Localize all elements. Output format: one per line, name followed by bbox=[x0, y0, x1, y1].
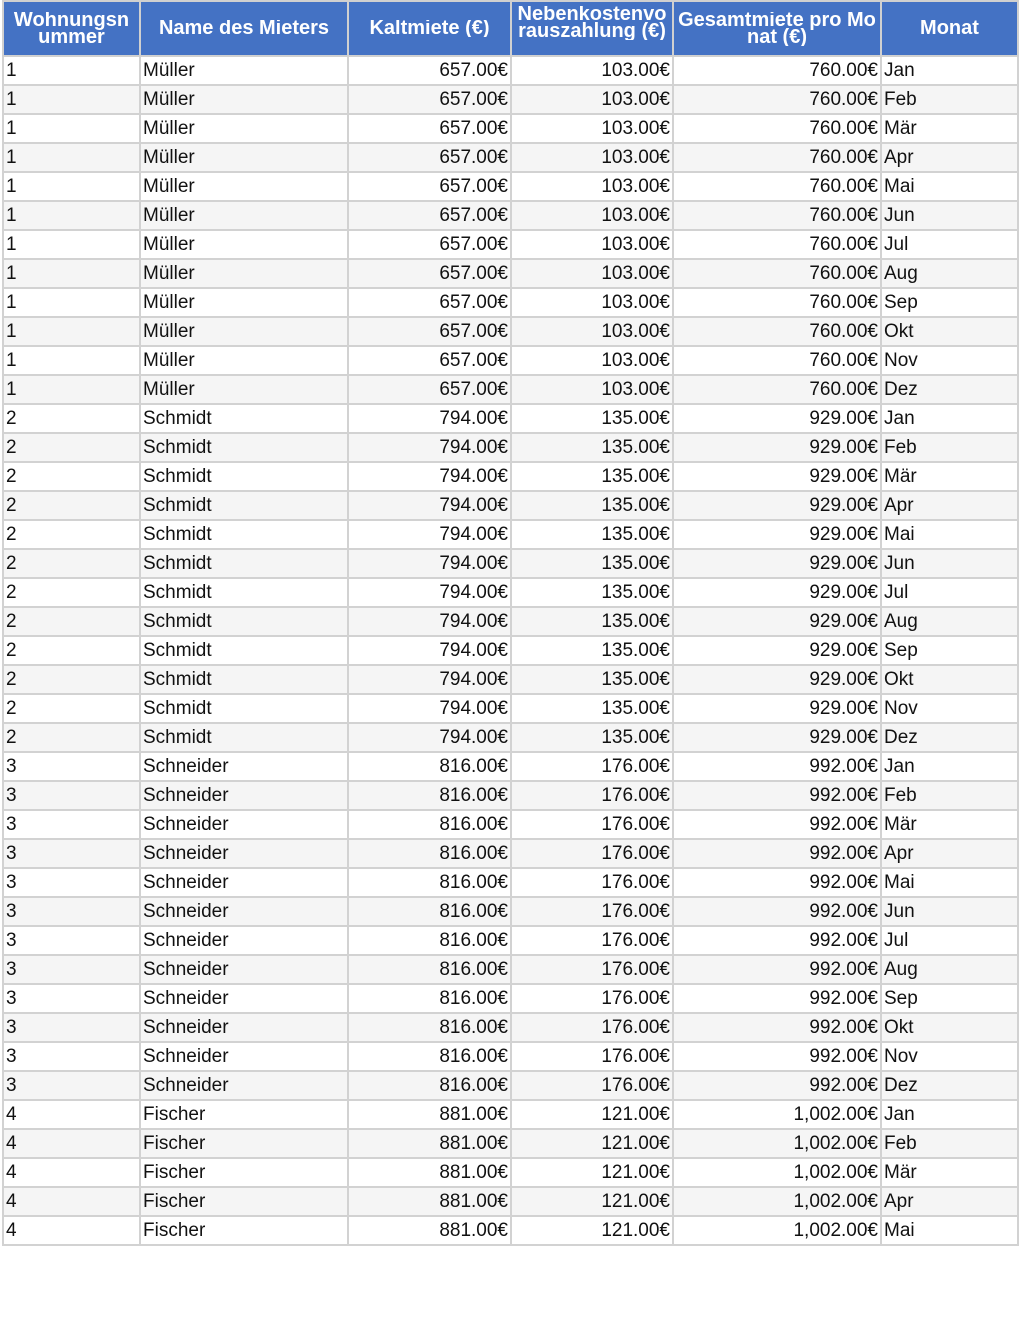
table-row bbox=[3, 1042, 1018, 1071]
cell-nebenkosten[interactable]: 176.00€ bbox=[511, 955, 673, 984]
cell-gesamtmiete[interactable]: 929.00€ bbox=[673, 462, 881, 491]
cell-gesamtmiete[interactable]: 760.00€ bbox=[673, 346, 881, 375]
cell-kaltmiete[interactable]: 794.00€ bbox=[348, 491, 511, 520]
cell-name[interactable]: Müller bbox=[140, 172, 348, 201]
cell-name[interactable]: Müller bbox=[140, 288, 348, 317]
cell-name[interactable]: Schmidt bbox=[140, 462, 348, 491]
cell-nebenkosten[interactable]: 135.00€ bbox=[511, 636, 673, 665]
cell-kaltmiete[interactable]: 794.00€ bbox=[348, 694, 511, 723]
cell-monat[interactable]: Apr bbox=[881, 1187, 1018, 1216]
cell-wohnungsnummer[interactable]: 3 bbox=[3, 926, 140, 955]
cell-monat[interactable]: Okt bbox=[881, 665, 1018, 694]
table-row bbox=[3, 781, 1018, 810]
cell-name[interactable]: Müller bbox=[140, 85, 348, 114]
cell-nebenkosten[interactable]: 176.00€ bbox=[511, 1042, 673, 1071]
cell-name[interactable]: Schneider bbox=[140, 926, 348, 955]
cell-nebenkosten[interactable]: 121.00€ bbox=[511, 1100, 673, 1129]
cell-gesamtmiete[interactable]: 929.00€ bbox=[673, 520, 881, 549]
cell-gesamtmiete[interactable]: 992.00€ bbox=[673, 781, 881, 810]
table-row bbox=[3, 665, 1018, 694]
cell-name[interactable]: Müller bbox=[140, 143, 348, 172]
cell-monat[interactable]: Aug bbox=[881, 955, 1018, 984]
table-row bbox=[3, 1216, 1018, 1245]
cell-gesamtmiete[interactable]: 992.00€ bbox=[673, 810, 881, 839]
cell-wohnungsnummer[interactable]: 2 bbox=[3, 636, 140, 665]
cell-nebenkosten[interactable]: 176.00€ bbox=[511, 926, 673, 955]
cell-kaltmiete[interactable]: 657.00€ bbox=[348, 56, 511, 85]
rent-table bbox=[2, 0, 1019, 1246]
cell-kaltmiete[interactable]: 657.00€ bbox=[348, 288, 511, 317]
table-row bbox=[3, 172, 1018, 201]
cell-monat[interactable]: Jul bbox=[881, 230, 1018, 259]
cell-wohnungsnummer[interactable]: 2 bbox=[3, 462, 140, 491]
cell-wohnungsnummer[interactable]: 1 bbox=[3, 317, 140, 346]
cell-kaltmiete[interactable]: 657.00€ bbox=[348, 143, 511, 172]
cell-nebenkosten[interactable]: 103.00€ bbox=[511, 85, 673, 114]
cell-wohnungsnummer[interactable]: 2 bbox=[3, 665, 140, 694]
cell-nebenkosten[interactable]: 135.00€ bbox=[511, 462, 673, 491]
cell-gesamtmiete[interactable]: 992.00€ bbox=[673, 955, 881, 984]
cell-nebenkosten[interactable]: 176.00€ bbox=[511, 839, 673, 868]
cell-monat[interactable]: Apr bbox=[881, 491, 1018, 520]
cell-nebenkosten[interactable]: 121.00€ bbox=[511, 1158, 673, 1187]
cell-nebenkosten[interactable]: 176.00€ bbox=[511, 1071, 673, 1100]
cell-gesamtmiete[interactable]: 929.00€ bbox=[673, 636, 881, 665]
cell-nebenkosten[interactable]: 135.00€ bbox=[511, 520, 673, 549]
cell-gesamtmiete[interactable]: 992.00€ bbox=[673, 1042, 881, 1071]
cell-wohnungsnummer[interactable]: 2 bbox=[3, 723, 140, 752]
cell-nebenkosten[interactable]: 103.00€ bbox=[511, 201, 673, 230]
cell-wohnungsnummer[interactable]: 2 bbox=[3, 491, 140, 520]
cell-name[interactable]: Schmidt bbox=[140, 520, 348, 549]
cell-gesamtmiete[interactable]: 760.00€ bbox=[673, 230, 881, 259]
cell-wohnungsnummer[interactable]: 3 bbox=[3, 897, 140, 926]
cell-gesamtmiete[interactable]: 929.00€ bbox=[673, 694, 881, 723]
table-row bbox=[3, 868, 1018, 897]
cell-monat[interactable]: Apr bbox=[881, 143, 1018, 172]
table-row bbox=[3, 85, 1018, 114]
cell-wohnungsnummer[interactable]: 3 bbox=[3, 752, 140, 781]
cell-kaltmiete[interactable]: 794.00€ bbox=[348, 520, 511, 549]
cell-name[interactable]: Schneider bbox=[140, 897, 348, 926]
cell-monat[interactable]: Nov bbox=[881, 1042, 1018, 1071]
cell-wohnungsnummer[interactable]: 1 bbox=[3, 114, 140, 143]
table-row bbox=[3, 810, 1018, 839]
cell-gesamtmiete[interactable]: 929.00€ bbox=[673, 723, 881, 752]
cell-monat[interactable]: Aug bbox=[881, 259, 1018, 288]
table-row bbox=[3, 288, 1018, 317]
table-row bbox=[3, 462, 1018, 491]
cell-name[interactable]: Müller bbox=[140, 317, 348, 346]
cell-monat[interactable]: Aug bbox=[881, 607, 1018, 636]
cell-monat[interactable]: Jan bbox=[881, 1100, 1018, 1129]
cell-name[interactable]: Müller bbox=[140, 259, 348, 288]
cell-name[interactable]: Schmidt bbox=[140, 549, 348, 578]
cell-wohnungsnummer[interactable]: 2 bbox=[3, 578, 140, 607]
cell-monat[interactable]: Jul bbox=[881, 926, 1018, 955]
cell-wohnungsnummer[interactable]: 2 bbox=[3, 549, 140, 578]
cell-nebenkosten[interactable]: 103.00€ bbox=[511, 375, 673, 404]
cell-wohnungsnummer[interactable]: 1 bbox=[3, 375, 140, 404]
table-row bbox=[3, 897, 1018, 926]
table-row bbox=[3, 56, 1018, 85]
cell-wohnungsnummer[interactable]: 2 bbox=[3, 694, 140, 723]
table-row bbox=[3, 955, 1018, 984]
cell-gesamtmiete[interactable]: 760.00€ bbox=[673, 375, 881, 404]
cell-monat[interactable]: Jun bbox=[881, 201, 1018, 230]
cell-wohnungsnummer[interactable]: 2 bbox=[3, 520, 140, 549]
header-monat[interactable]: Monat bbox=[881, 1, 1018, 56]
cell-gesamtmiete[interactable]: 992.00€ bbox=[673, 839, 881, 868]
cell-nebenkosten[interactable]: 176.00€ bbox=[511, 984, 673, 1013]
cell-wohnungsnummer[interactable]: 1 bbox=[3, 56, 140, 85]
table-row bbox=[3, 1129, 1018, 1158]
cell-nebenkosten[interactable]: 135.00€ bbox=[511, 694, 673, 723]
cell-kaltmiete[interactable]: 657.00€ bbox=[348, 346, 511, 375]
cell-wohnungsnummer[interactable]: 3 bbox=[3, 781, 140, 810]
cell-monat[interactable]: Sep bbox=[881, 288, 1018, 317]
cell-name[interactable]: Schmidt bbox=[140, 491, 348, 520]
cell-name[interactable]: Müller bbox=[140, 375, 348, 404]
cell-name[interactable]: Fischer bbox=[140, 1216, 348, 1245]
cell-monat[interactable]: Dez bbox=[881, 1071, 1018, 1100]
cell-gesamtmiete[interactable]: 992.00€ bbox=[673, 868, 881, 897]
table-row bbox=[3, 201, 1018, 230]
cell-name[interactable]: Müller bbox=[140, 201, 348, 230]
cell-name[interactable]: Schneider bbox=[140, 868, 348, 897]
cell-gesamtmiete[interactable]: 992.00€ bbox=[673, 1013, 881, 1042]
cell-gesamtmiete[interactable]: 929.00€ bbox=[673, 665, 881, 694]
cell-nebenkosten[interactable]: 176.00€ bbox=[511, 1013, 673, 1042]
cell-monat[interactable]: Apr bbox=[881, 839, 1018, 868]
table-row bbox=[3, 317, 1018, 346]
header-nebenkosten[interactable]: Nebenkostenvorauszahlung (€) bbox=[511, 1, 673, 56]
cell-monat[interactable]: Mai bbox=[881, 1216, 1018, 1245]
cell-wohnungsnummer[interactable]: 3 bbox=[3, 1071, 140, 1100]
cell-monat[interactable]: Jun bbox=[881, 549, 1018, 578]
cell-monat[interactable]: Okt bbox=[881, 1013, 1018, 1042]
cell-nebenkosten[interactable]: 121.00€ bbox=[511, 1187, 673, 1216]
cell-kaltmiete[interactable]: 794.00€ bbox=[348, 607, 511, 636]
cell-name[interactable]: Schmidt bbox=[140, 578, 348, 607]
cell-kaltmiete[interactable]: 881.00€ bbox=[348, 1216, 511, 1245]
cell-name[interactable]: Schneider bbox=[140, 955, 348, 984]
table-row bbox=[3, 607, 1018, 636]
cell-wohnungsnummer[interactable]: 3 bbox=[3, 1013, 140, 1042]
cell-wohnungsnummer[interactable]: 4 bbox=[3, 1216, 140, 1245]
cell-kaltmiete[interactable]: 816.00€ bbox=[348, 955, 511, 984]
cell-name[interactable]: Schmidt bbox=[140, 694, 348, 723]
cell-monat[interactable]: Feb bbox=[881, 85, 1018, 114]
cell-kaltmiete[interactable]: 816.00€ bbox=[348, 839, 511, 868]
cell-name[interactable]: Schneider bbox=[140, 1042, 348, 1071]
cell-nebenkosten[interactable]: 135.00€ bbox=[511, 665, 673, 694]
cell-gesamtmiete[interactable]: 1,002.00€ bbox=[673, 1129, 881, 1158]
cell-wohnungsnummer[interactable]: 3 bbox=[3, 1042, 140, 1071]
cell-wohnungsnummer[interactable]: 4 bbox=[3, 1100, 140, 1129]
cell-name[interactable]: Müller bbox=[140, 230, 348, 259]
cell-monat[interactable]: Jan bbox=[881, 56, 1018, 85]
cell-kaltmiete[interactable]: 816.00€ bbox=[348, 781, 511, 810]
cell-wohnungsnummer[interactable]: 3 bbox=[3, 868, 140, 897]
table-row bbox=[3, 926, 1018, 955]
cell-name[interactable]: Schmidt bbox=[140, 723, 348, 752]
cell-gesamtmiete[interactable]: 760.00€ bbox=[673, 288, 881, 317]
cell-nebenkosten[interactable]: 176.00€ bbox=[511, 868, 673, 897]
cell-nebenkosten[interactable]: 176.00€ bbox=[511, 781, 673, 810]
cell-wohnungsnummer[interactable]: 4 bbox=[3, 1187, 140, 1216]
table-row bbox=[3, 143, 1018, 172]
cell-gesamtmiete[interactable]: 992.00€ bbox=[673, 984, 881, 1013]
cell-gesamtmiete[interactable]: 760.00€ bbox=[673, 143, 881, 172]
table-row bbox=[3, 520, 1018, 549]
cell-name[interactable]: Fischer bbox=[140, 1100, 348, 1129]
cell-kaltmiete[interactable]: 816.00€ bbox=[348, 897, 511, 926]
cell-nebenkosten[interactable]: 135.00€ bbox=[511, 433, 673, 462]
cell-kaltmiete[interactable]: 816.00€ bbox=[348, 752, 511, 781]
cell-name[interactable]: Schneider bbox=[140, 984, 348, 1013]
cell-nebenkosten[interactable]: 103.00€ bbox=[511, 56, 673, 85]
cell-name[interactable]: Müller bbox=[140, 56, 348, 85]
cell-wohnungsnummer[interactable]: 1 bbox=[3, 288, 140, 317]
cell-gesamtmiete[interactable]: 760.00€ bbox=[673, 259, 881, 288]
table-row bbox=[3, 723, 1018, 752]
cell-name[interactable]: Müller bbox=[140, 114, 348, 143]
cell-wohnungsnummer[interactable]: 2 bbox=[3, 433, 140, 462]
header-gesamtmiete[interactable]: Gesamtmiete pro Monat (€) bbox=[673, 1, 881, 56]
cell-nebenkosten[interactable]: 121.00€ bbox=[511, 1216, 673, 1245]
cell-monat[interactable]: Sep bbox=[881, 984, 1018, 1013]
cell-nebenkosten[interactable]: 135.00€ bbox=[511, 578, 673, 607]
cell-gesamtmiete[interactable]: 1,002.00€ bbox=[673, 1100, 881, 1129]
cell-name[interactable]: Schneider bbox=[140, 781, 348, 810]
cell-kaltmiete[interactable]: 657.00€ bbox=[348, 317, 511, 346]
cell-gesamtmiete[interactable]: 992.00€ bbox=[673, 897, 881, 926]
table-row bbox=[3, 752, 1018, 781]
cell-nebenkosten[interactable]: 103.00€ bbox=[511, 346, 673, 375]
table-row bbox=[3, 375, 1018, 404]
cell-wohnungsnummer[interactable]: 1 bbox=[3, 346, 140, 375]
cell-monat[interactable]: Okt bbox=[881, 317, 1018, 346]
table-row bbox=[3, 259, 1018, 288]
cell-wohnungsnummer[interactable]: 3 bbox=[3, 955, 140, 984]
cell-kaltmiete[interactable]: 794.00€ bbox=[348, 549, 511, 578]
cell-name[interactable]: Schmidt bbox=[140, 433, 348, 462]
cell-monat[interactable]: Mär bbox=[881, 462, 1018, 491]
cell-kaltmiete[interactable]: 657.00€ bbox=[348, 230, 511, 259]
cell-name[interactable]: Schmidt bbox=[140, 636, 348, 665]
cell-kaltmiete[interactable]: 794.00€ bbox=[348, 404, 511, 433]
cell-name[interactable]: Schmidt bbox=[140, 665, 348, 694]
cell-kaltmiete[interactable]: 794.00€ bbox=[348, 462, 511, 491]
cell-kaltmiete[interactable]: 881.00€ bbox=[348, 1129, 511, 1158]
cell-gesamtmiete[interactable]: 760.00€ bbox=[673, 172, 881, 201]
table-row bbox=[3, 984, 1018, 1013]
cell-monat[interactable]: Mai bbox=[881, 868, 1018, 897]
cell-monat[interactable]: Jan bbox=[881, 404, 1018, 433]
cell-monat[interactable]: Nov bbox=[881, 694, 1018, 723]
cell-kaltmiete[interactable]: 794.00€ bbox=[348, 433, 511, 462]
cell-wohnungsnummer[interactable]: 1 bbox=[3, 85, 140, 114]
table-row bbox=[3, 549, 1018, 578]
header-wohnungsnummer[interactable]: Wohnungsnummer bbox=[3, 1, 140, 56]
cell-nebenkosten[interactable]: 135.00€ bbox=[511, 404, 673, 433]
cell-kaltmiete[interactable]: 657.00€ bbox=[348, 259, 511, 288]
cell-wohnungsnummer[interactable]: 1 bbox=[3, 230, 140, 259]
cell-kaltmiete[interactable]: 816.00€ bbox=[348, 984, 511, 1013]
cell-name[interactable]: Fischer bbox=[140, 1187, 348, 1216]
cell-name[interactable]: Schneider bbox=[140, 1013, 348, 1042]
cell-name[interactable]: Schneider bbox=[140, 810, 348, 839]
cell-monat[interactable]: Sep bbox=[881, 636, 1018, 665]
table-row bbox=[3, 694, 1018, 723]
cell-monat[interactable]: Feb bbox=[881, 1129, 1018, 1158]
cell-monat[interactable]: Mär bbox=[881, 114, 1018, 143]
cell-monat[interactable]: Nov bbox=[881, 346, 1018, 375]
cell-nebenkosten[interactable]: 176.00€ bbox=[511, 810, 673, 839]
table-row bbox=[3, 578, 1018, 607]
cell-wohnungsnummer[interactable]: 1 bbox=[3, 143, 140, 172]
cell-gesamtmiete[interactable]: 992.00€ bbox=[673, 1071, 881, 1100]
header-row bbox=[3, 1, 1018, 56]
cell-kaltmiete[interactable]: 794.00€ bbox=[348, 665, 511, 694]
cell-name[interactable]: Schneider bbox=[140, 1071, 348, 1100]
table-row bbox=[3, 346, 1018, 375]
cell-wohnungsnummer[interactable]: 4 bbox=[3, 1158, 140, 1187]
cell-name[interactable]: Müller bbox=[140, 346, 348, 375]
cell-kaltmiete[interactable]: 816.00€ bbox=[348, 1042, 511, 1071]
cell-monat[interactable]: Mai bbox=[881, 520, 1018, 549]
cell-gesamtmiete[interactable]: 760.00€ bbox=[673, 201, 881, 230]
cell-nebenkosten[interactable]: 176.00€ bbox=[511, 897, 673, 926]
cell-kaltmiete[interactable]: 881.00€ bbox=[348, 1158, 511, 1187]
cell-gesamtmiete[interactable]: 1,002.00€ bbox=[673, 1187, 881, 1216]
cell-gesamtmiete[interactable]: 1,002.00€ bbox=[673, 1216, 881, 1245]
cell-gesamtmiete[interactable]: 929.00€ bbox=[673, 491, 881, 520]
cell-kaltmiete[interactable]: 657.00€ bbox=[348, 114, 511, 143]
cell-kaltmiete[interactable]: 816.00€ bbox=[348, 868, 511, 897]
cell-name[interactable]: Fischer bbox=[140, 1129, 348, 1158]
cell-nebenkosten[interactable]: 176.00€ bbox=[511, 752, 673, 781]
cell-kaltmiete[interactable]: 657.00€ bbox=[348, 375, 511, 404]
cell-kaltmiete[interactable]: 816.00€ bbox=[348, 1013, 511, 1042]
cell-gesamtmiete[interactable]: 760.00€ bbox=[673, 56, 881, 85]
cell-kaltmiete[interactable]: 657.00€ bbox=[348, 201, 511, 230]
cell-kaltmiete[interactable]: 657.00€ bbox=[348, 172, 511, 201]
table-row bbox=[3, 404, 1018, 433]
table-row bbox=[3, 1071, 1018, 1100]
cell-wohnungsnummer[interactable]: 3 bbox=[3, 839, 140, 868]
cell-nebenkosten[interactable]: 135.00€ bbox=[511, 549, 673, 578]
cell-gesamtmiete[interactable]: 760.00€ bbox=[673, 317, 881, 346]
table-row bbox=[3, 1187, 1018, 1216]
cell-wohnungsnummer[interactable]: 4 bbox=[3, 1129, 140, 1158]
cell-kaltmiete[interactable]: 816.00€ bbox=[348, 1071, 511, 1100]
cell-kaltmiete[interactable]: 794.00€ bbox=[348, 578, 511, 607]
cell-nebenkosten[interactable]: 103.00€ bbox=[511, 288, 673, 317]
cell-gesamtmiete[interactable]: 929.00€ bbox=[673, 404, 881, 433]
cell-monat[interactable]: Jun bbox=[881, 897, 1018, 926]
cell-kaltmiete[interactable]: 794.00€ bbox=[348, 636, 511, 665]
cell-monat[interactable]: Jul bbox=[881, 578, 1018, 607]
cell-monat[interactable]: Feb bbox=[881, 433, 1018, 462]
cell-wohnungsnummer[interactable]: 3 bbox=[3, 984, 140, 1013]
cell-name[interactable]: Schmidt bbox=[140, 404, 348, 433]
cell-name[interactable]: Fischer bbox=[140, 1158, 348, 1187]
cell-gesamtmiete[interactable]: 929.00€ bbox=[673, 607, 881, 636]
cell-nebenkosten[interactable]: 103.00€ bbox=[511, 172, 673, 201]
cell-gesamtmiete[interactable]: 1,002.00€ bbox=[673, 1158, 881, 1187]
cell-nebenkosten[interactable]: 103.00€ bbox=[511, 143, 673, 172]
cell-kaltmiete[interactable]: 657.00€ bbox=[348, 85, 511, 114]
cell-kaltmiete[interactable]: 816.00€ bbox=[348, 926, 511, 955]
table-row bbox=[3, 1013, 1018, 1042]
table-row bbox=[3, 433, 1018, 462]
cell-gesamtmiete[interactable]: 929.00€ bbox=[673, 549, 881, 578]
cell-wohnungsnummer[interactable]: 1 bbox=[3, 172, 140, 201]
cell-gesamtmiete[interactable]: 992.00€ bbox=[673, 926, 881, 955]
cell-nebenkosten[interactable]: 121.00€ bbox=[511, 1129, 673, 1158]
cell-monat[interactable]: Jan bbox=[881, 752, 1018, 781]
cell-nebenkosten[interactable]: 135.00€ bbox=[511, 723, 673, 752]
cell-wohnungsnummer[interactable]: 2 bbox=[3, 404, 140, 433]
cell-gesamtmiete[interactable]: 760.00€ bbox=[673, 85, 881, 114]
cell-nebenkosten[interactable]: 135.00€ bbox=[511, 491, 673, 520]
cell-name[interactable]: Schmidt bbox=[140, 607, 348, 636]
cell-kaltmiete[interactable]: 816.00€ bbox=[348, 810, 511, 839]
table-row bbox=[3, 1100, 1018, 1129]
cell-monat[interactable]: Feb bbox=[881, 781, 1018, 810]
cell-name[interactable]: Schneider bbox=[140, 752, 348, 781]
cell-nebenkosten[interactable]: 103.00€ bbox=[511, 114, 673, 143]
cell-monat[interactable]: Mär bbox=[881, 1158, 1018, 1187]
cell-monat[interactable]: Dez bbox=[881, 375, 1018, 404]
table-row bbox=[3, 230, 1018, 259]
cell-monat[interactable]: Mär bbox=[881, 810, 1018, 839]
cell-nebenkosten[interactable]: 103.00€ bbox=[511, 317, 673, 346]
cell-monat[interactable]: Dez bbox=[881, 723, 1018, 752]
cell-nebenkosten[interactable]: 135.00€ bbox=[511, 607, 673, 636]
cell-nebenkosten[interactable]: 103.00€ bbox=[511, 230, 673, 259]
cell-wohnungsnummer[interactable]: 1 bbox=[3, 201, 140, 230]
cell-monat[interactable]: Mai bbox=[881, 172, 1018, 201]
cell-gesamtmiete[interactable]: 992.00€ bbox=[673, 752, 881, 781]
header-name[interactable]: Name des Mieters bbox=[140, 1, 348, 56]
table-row bbox=[3, 114, 1018, 143]
table-row bbox=[3, 491, 1018, 520]
table-row bbox=[3, 1158, 1018, 1187]
table-row bbox=[3, 636, 1018, 665]
cell-wohnungsnummer[interactable]: 3 bbox=[3, 810, 140, 839]
cell-kaltmiete[interactable]: 881.00€ bbox=[348, 1187, 511, 1216]
cell-kaltmiete[interactable]: 881.00€ bbox=[348, 1100, 511, 1129]
cell-kaltmiete[interactable]: 794.00€ bbox=[348, 723, 511, 752]
table-body bbox=[3, 56, 1018, 1245]
table-row bbox=[3, 839, 1018, 868]
cell-wohnungsnummer[interactable]: 1 bbox=[3, 259, 140, 288]
cell-name[interactable]: Schneider bbox=[140, 839, 348, 868]
cell-nebenkosten[interactable]: 103.00€ bbox=[511, 259, 673, 288]
cell-wohnungsnummer[interactable]: 2 bbox=[3, 607, 140, 636]
cell-gesamtmiete[interactable]: 760.00€ bbox=[673, 114, 881, 143]
cell-gesamtmiete[interactable]: 929.00€ bbox=[673, 578, 881, 607]
header-kaltmiete[interactable]: Kaltmiete (€) bbox=[348, 1, 511, 56]
cell-gesamtmiete[interactable]: 929.00€ bbox=[673, 433, 881, 462]
